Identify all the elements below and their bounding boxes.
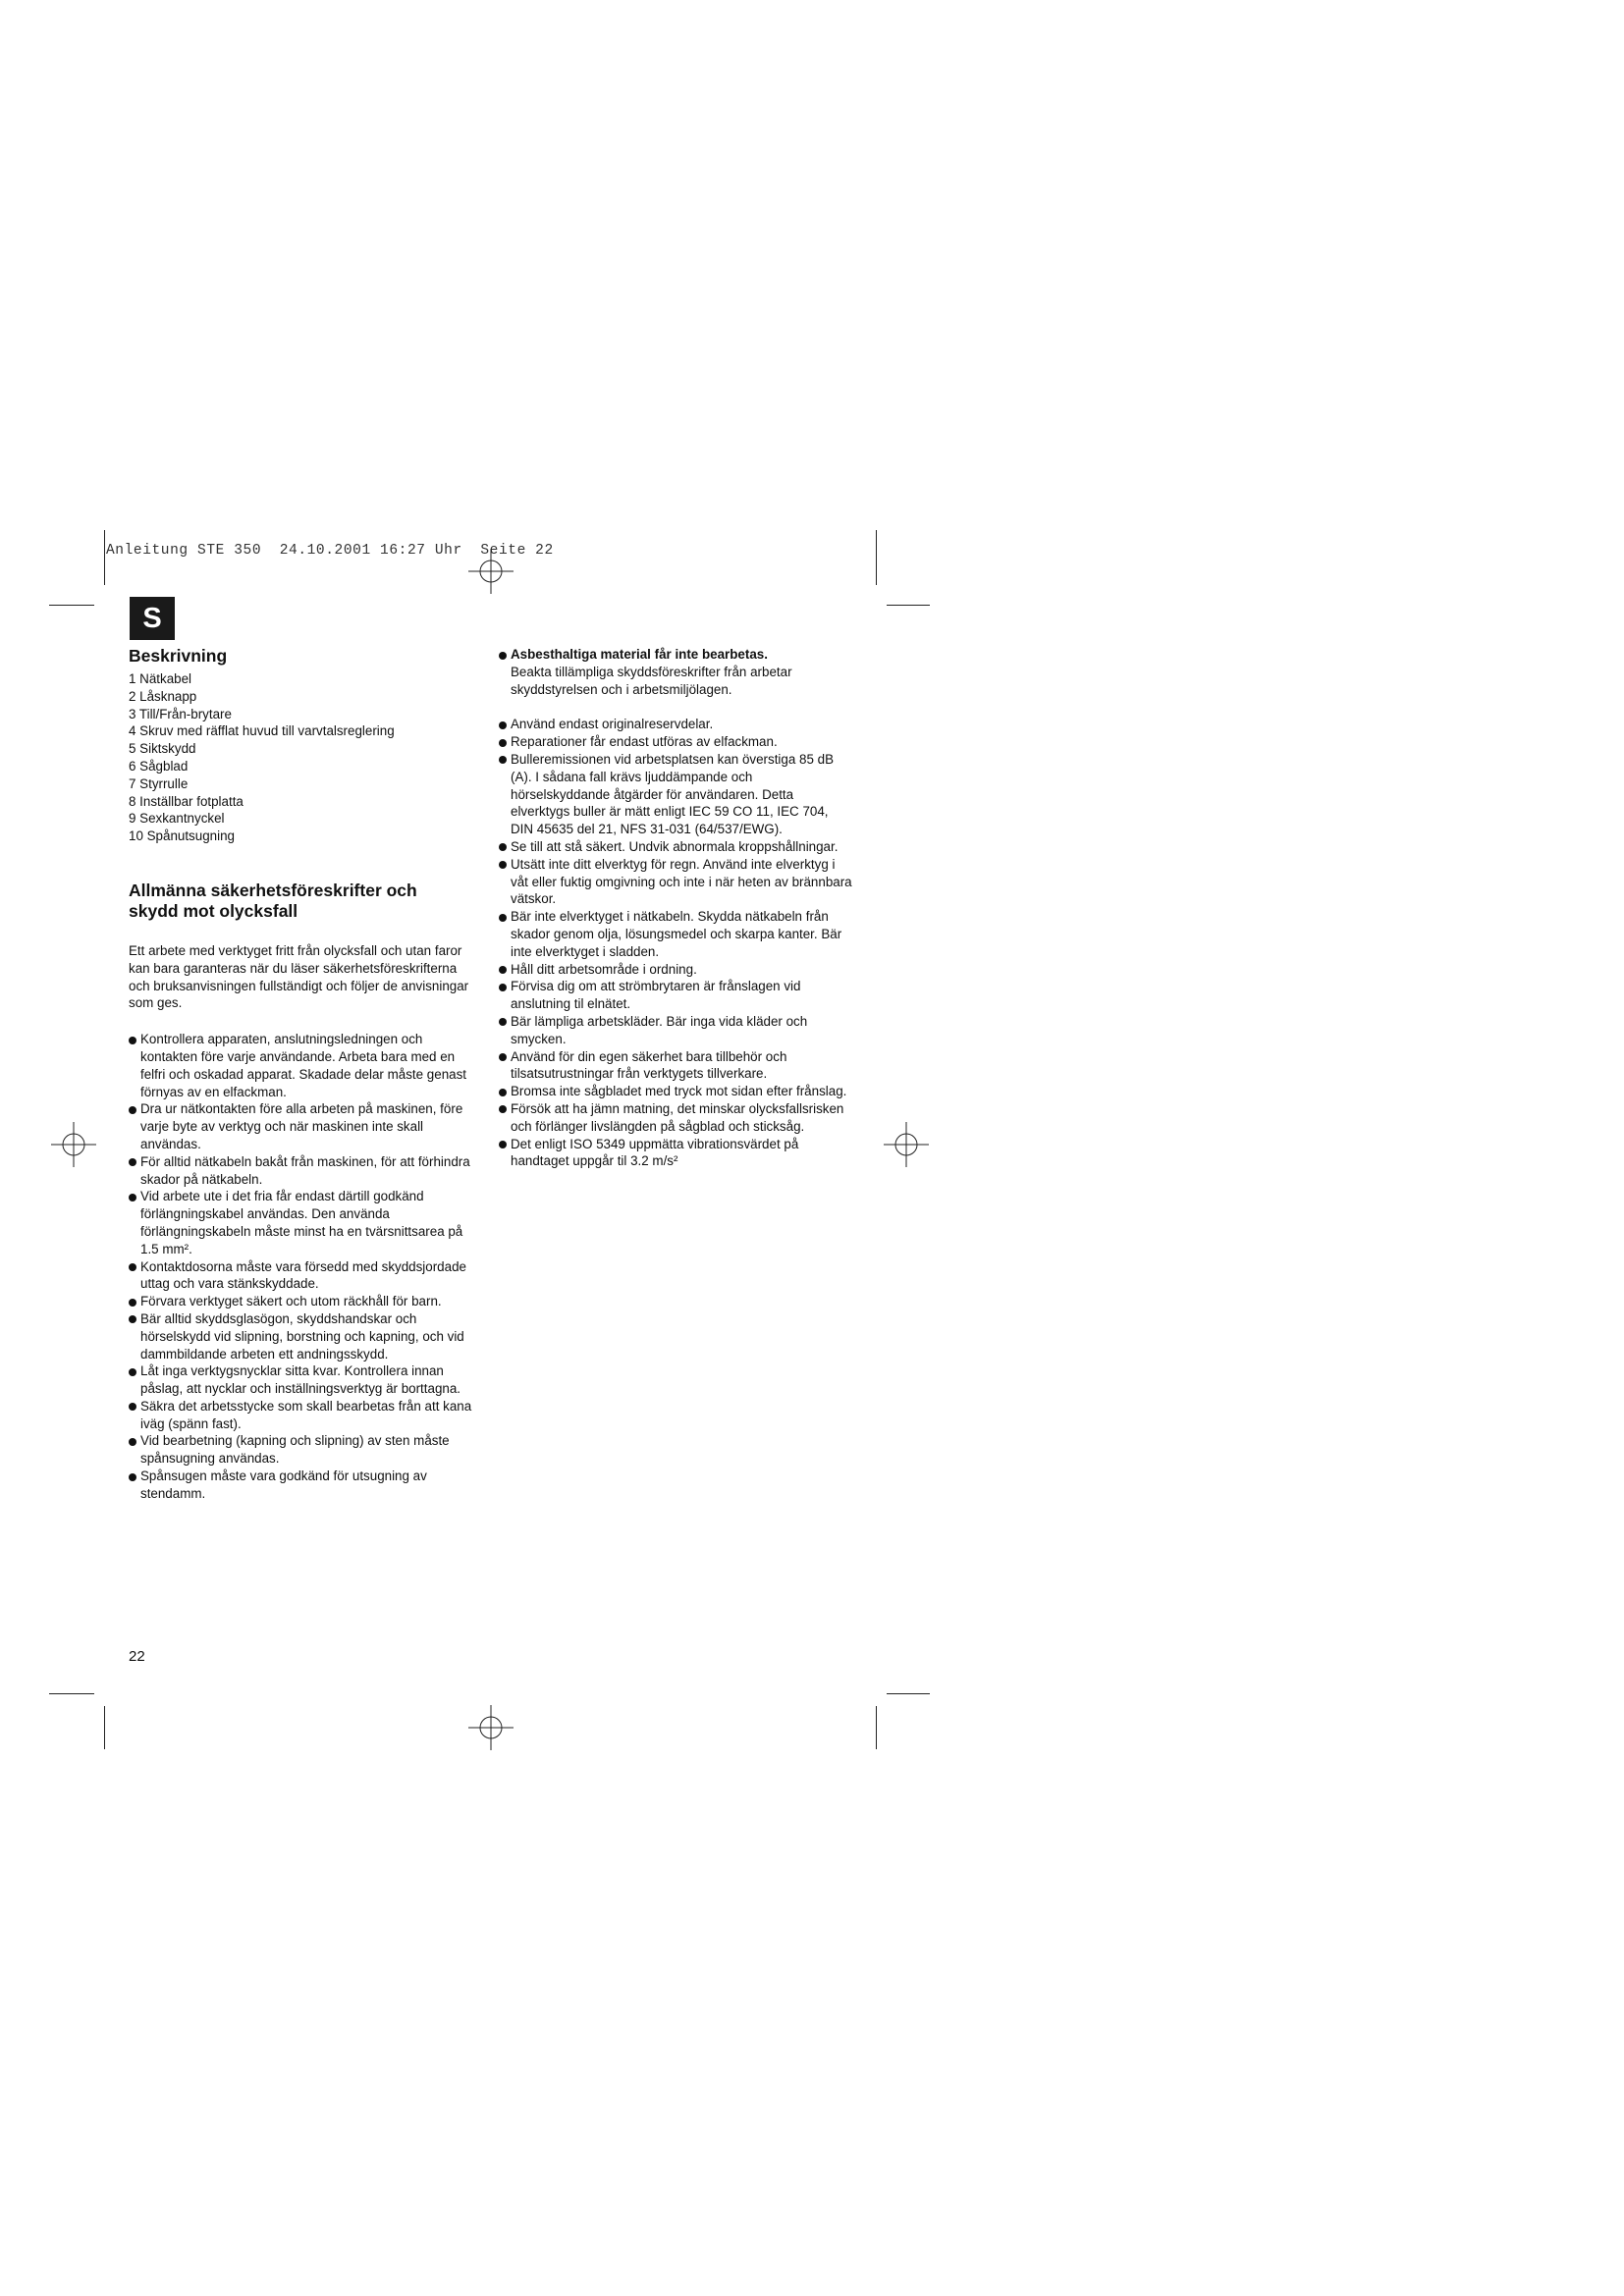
part-item: 6 Sågblad	[129, 758, 189, 774]
bullet-item: Det enligt ISO 5349 uppmätta vibrationsvärdet på handtaget uppgår til 3.2 m/s²	[499, 1136, 852, 1171]
parts-list	[129, 670, 477, 845]
bullet-item: Förvara verktyget säkert och utom räckhåll för barn.	[129, 1293, 477, 1310]
safety-heading-line-1: Allmänna säkerhetsföreskrifter och	[129, 880, 417, 900]
bullet-item: Håll ditt arbetsområde i ordning.	[499, 961, 852, 979]
registration-mark-right-icon	[884, 1122, 929, 1167]
bullet-item: Vid arbete ute i det fria får endast därtill godkänd förlängningskabel användas. Den använda förlängningskabeln måste minst ha en tvärsnittsarea på 1.5 mm².	[129, 1188, 477, 1257]
crop-mark-top-right-horizontal	[887, 605, 930, 606]
bullet-item: Försök att ha jämn matning, det minskar olycksfallsrisken och förlänger livslängden på sågblad och sticksåg.	[499, 1100, 852, 1136]
crop-mark-top-right-vertical	[876, 530, 877, 585]
bullet-item: Säkra det arbetsstycke som skall bearbetas från att kana iväg (spänn fast).	[129, 1398, 477, 1433]
part-item: 7 Styrrulle	[129, 775, 189, 791]
part-item: 1 Nätkabel	[129, 671, 192, 686]
bullet-item: Använd endast originalreservdelar.	[499, 716, 852, 733]
bullet-item: Utsätt inte ditt elverktyg för regn. Använd inte elverktyg i våt eller fuktig omgivning och inte i när heten av brännbara vätskor.	[499, 856, 852, 908]
right-column	[499, 646, 852, 1170]
bullet-item: Se till att stå säkert. Undvik abnormala kroppshållningar.	[499, 838, 852, 856]
bullet-item: Bär alltid skyddsglasögon, skyddshandskar och hörselskydd vid slipning, borstning och kapning, och vid dammbildande arbeten ett andningsskydd.	[129, 1310, 477, 1362]
part-item: 10 Spånutsugning	[129, 828, 235, 844]
crop-mark-top-left-vertical	[104, 530, 105, 585]
print-slug: Anleitung STE 350 24.10.2001 16:27 Uhr Seite 22	[106, 543, 554, 559]
bullet-item: Bär inte elverktyget i nätkabeln. Skydda nätkabeln från skador genom olja, lösungsmedel och skarpa kanter. Bär inte elverktyget i sladden.	[499, 908, 852, 960]
bullet-item: Dra ur nätkontakten före alla arbeten på maskinen, före varje byte av verktyg och när maskinen inte skall användas.	[129, 1100, 477, 1152]
bullet-item: Spånsugen måste vara godkänd för utsugning av stendamm.	[129, 1468, 477, 1503]
asbestos-text: Beakta tillämpliga skyddsföreskrifter från arbetar skyddstyrelsen och i arbetsmiljölagen.	[511, 664, 792, 697]
bullet-item: Låt inga verktygsnycklar sitta kvar. Kontrollera innan påslag, att nycklar och inställningsverktyg är borttagna.	[129, 1362, 477, 1398]
crop-mark-bottom-right-horizontal	[887, 1693, 930, 1694]
safety-bullets-left	[129, 1031, 477, 1503]
bullet-item: För alltid nätkabeln bakåt från maskinen, för att förhindra skador på nätkabeln.	[129, 1153, 477, 1189]
bullet-item: Bulleremissionen vid arbetsplatsen kan överstiga 85 dB (A). I sådana fall krävs ljuddämpande och hörselskyddande åtgärder för användaren. Detta elverktygs buller är mätt enligt IEC 59 CO 11, IEC 704, DIN 45635 del 21, NFS 31-031 (64/537/EWG).	[499, 751, 852, 838]
safety-intro: Ett arbete med verktyget fritt från olycksfall och utan faror kan bara garanteras när du läser säkerhetsföreskrifterna och bruksanvisningen fullständigt och följer de anvisningar som ges.	[129, 942, 469, 1011]
registration-mark-top-icon	[468, 549, 514, 594]
safety-heading-line-2: skydd mot olycksfall	[129, 900, 298, 921]
language-badge: S	[130, 597, 175, 640]
asbestos-warning: Asbesthaltiga material får inte bearbetas.	[511, 647, 768, 662]
left-column	[129, 646, 477, 1503]
bullet-item: Bär lämpliga arbetskläder. Bär inga vida kläder och smycken.	[499, 1013, 852, 1048]
part-item: 9 Sexkantnyckel	[129, 811, 225, 827]
part-item: 4 Skruv med räfflat huvud till varvtalsreglering	[129, 723, 395, 739]
asbestos-note	[499, 646, 852, 698]
part-item: 8 Inställbar fotplatta	[129, 793, 244, 809]
bullet-item: Använd för din egen säkerhet bara tillbehör och tilsatsutrustningar från verktygets tillverkare.	[499, 1048, 852, 1084]
safety-bullets-right	[499, 716, 852, 1170]
bullet-item: Bromsa inte sågbladet med tryck mot sidan efter frånslag.	[499, 1083, 852, 1100]
bullet-item: Vid bearbetning (kapning och slipning) av sten måste spånsugning användas.	[129, 1432, 477, 1468]
crop-mark-bottom-right-vertical	[876, 1706, 877, 1749]
part-item: 3 Till/Från-brytare	[129, 706, 232, 721]
crop-mark-top-left-horizontal	[49, 605, 94, 606]
part-item: 5 Siktskydd	[129, 741, 196, 757]
page-number: 22	[129, 1648, 145, 1665]
bullet-item: Förvisa dig om att strömbrytaren är frånslagen vid anslutning til elnätet.	[499, 978, 852, 1013]
crop-mark-bottom-left-vertical	[104, 1706, 105, 1749]
description-heading: Beskrivning	[129, 646, 228, 666]
asbestos-item	[499, 646, 852, 698]
bullet-item: Kontaktdosorna måste vara försedd med skyddsjordade uttag och vara stänkskyddade.	[129, 1258, 477, 1294]
bullet-item: Kontrollera apparaten, anslutningsledningen och kontakten före varje användande. Arbeta bara med en felfri och oskadad apparat. Skadade delar måste genast förnyas av en elfackman.	[129, 1031, 477, 1100]
bullet-item: Reparationer får endast utföras av elfackman.	[499, 733, 852, 751]
crop-mark-bottom-left-horizontal	[49, 1693, 94, 1694]
registration-mark-left-icon	[51, 1122, 96, 1167]
part-item: 2 Låsknapp	[129, 688, 197, 704]
safety-heading	[129, 881, 477, 922]
registration-mark-bottom-icon	[468, 1705, 514, 1750]
